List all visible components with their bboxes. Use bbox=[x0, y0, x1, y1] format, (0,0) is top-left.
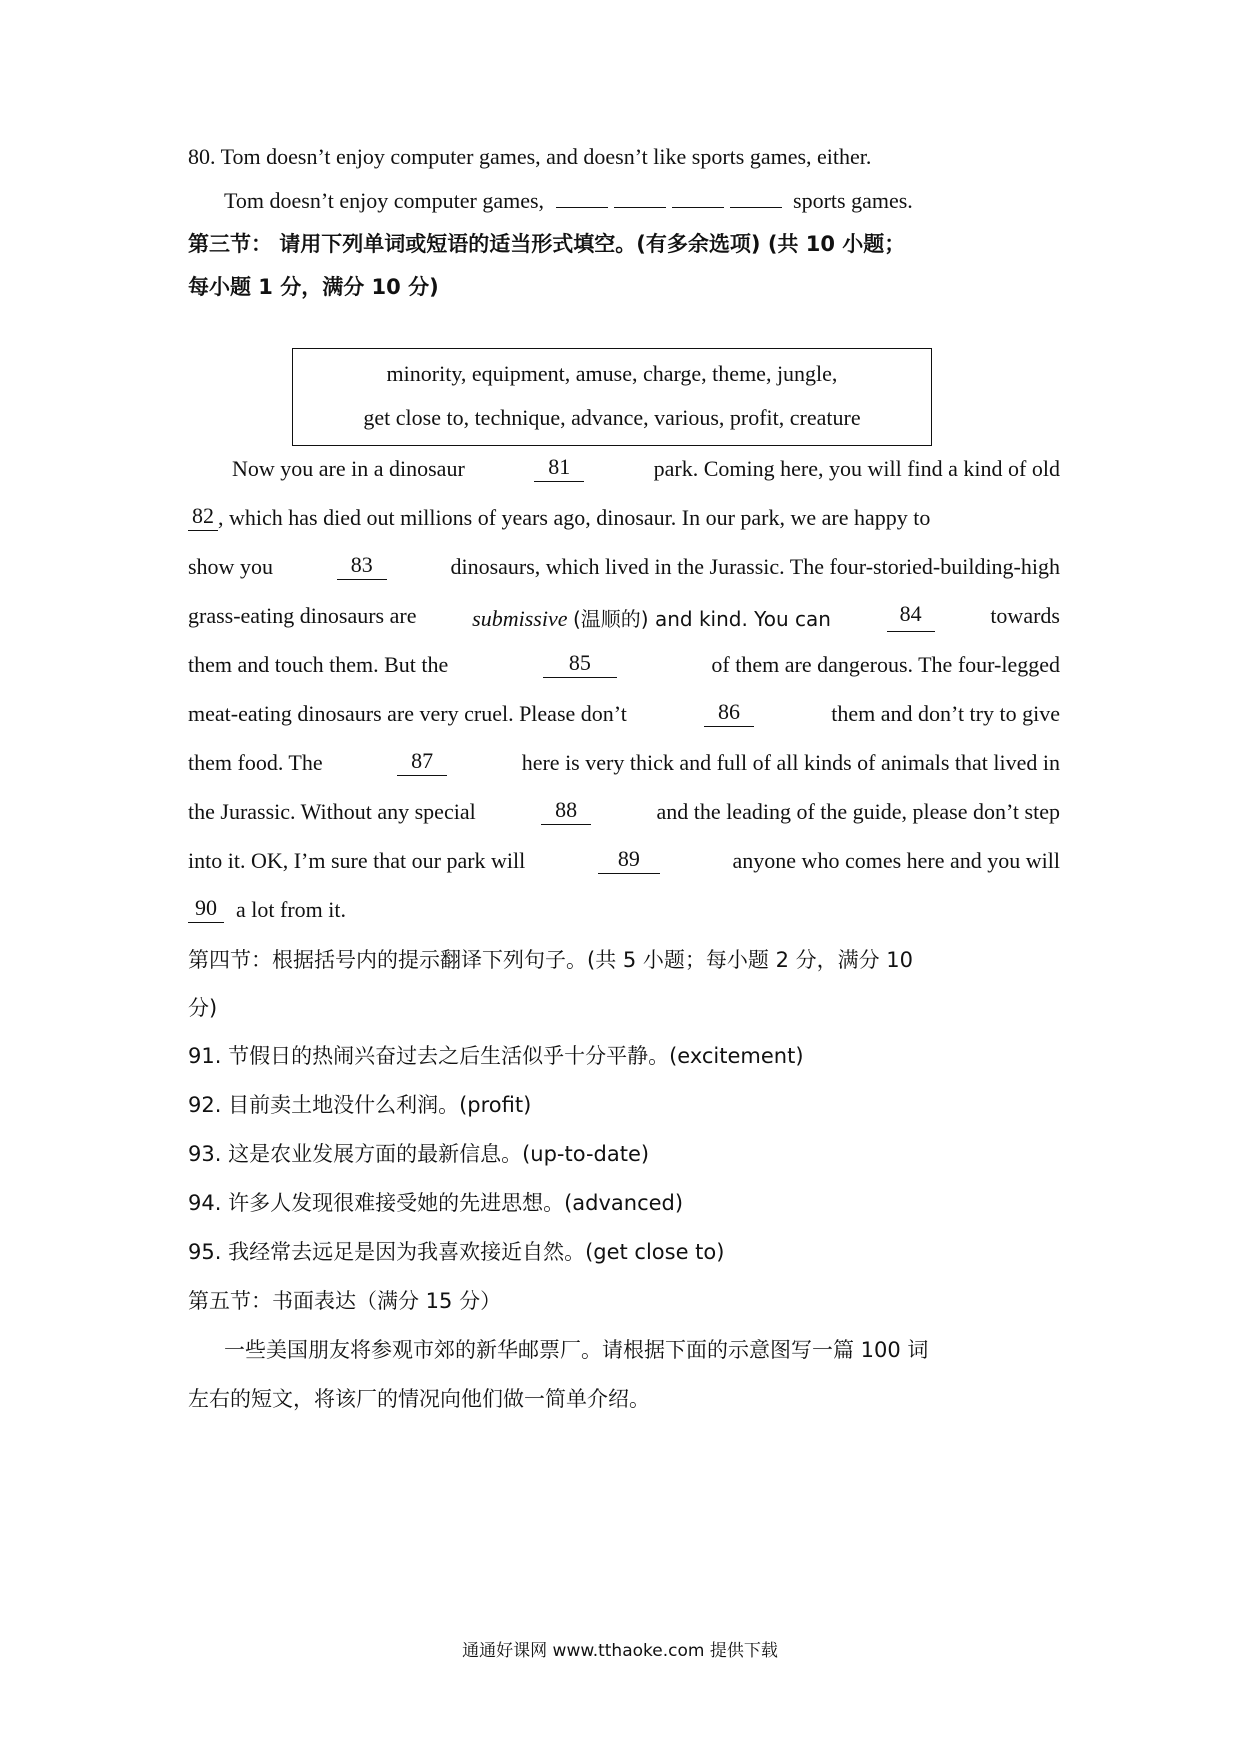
section5-heading: 第五节：书面表达（满分 15 分） bbox=[188, 1289, 502, 1313]
answer-blank[interactable] bbox=[672, 187, 724, 208]
passage-text: Now you are in a dinosaur bbox=[232, 456, 465, 481]
passage-text: the Jurassic. Without any special bbox=[188, 799, 476, 824]
passage-italic-word: submissive bbox=[472, 606, 568, 631]
blank-86[interactable]: 86 bbox=[704, 701, 754, 727]
section3-heading-line2: 每小题 1 分，满分 10 分) bbox=[188, 275, 439, 299]
passage-text: (温顺的) and kind. You can bbox=[573, 607, 831, 631]
section5-prompt-line2: 左右的短文，将该厂的情况向他们做一简单介绍。 bbox=[188, 1387, 650, 1411]
blank-87[interactable]: 87 bbox=[397, 750, 447, 776]
passage-text: them and touch them. But the bbox=[188, 652, 449, 677]
passage-text: dinosaurs, which lived in the Jurassic. The four-storied-building-high bbox=[450, 554, 1060, 579]
blank-81[interactable]: 81 bbox=[534, 456, 584, 482]
section4-heading-line1: 第四节：根据括号内的提示翻译下列句子。(共 5 小题；每小题 2 分，满分 10 bbox=[188, 948, 914, 972]
passage-text: park. Coming here, you will find a kind of old bbox=[653, 456, 1060, 481]
passage-line bbox=[188, 505, 1060, 531]
passage-text: , which has died out millions of years ago, dinosaur. In our park, we are happy to bbox=[218, 505, 931, 530]
passage-text: of them are dangerous. The four-legged bbox=[711, 652, 1060, 677]
passage-line bbox=[188, 848, 1060, 874]
q80-blanks[interactable] bbox=[556, 188, 788, 213]
passage-line bbox=[188, 750, 1060, 776]
passage-line bbox=[188, 799, 1060, 825]
word-bank-line1: minority, equipment, amuse, charge, theme, jungle, bbox=[386, 361, 838, 386]
section5-prompt-line1: 一些美国朋友将参观市郊的新华邮票厂。请根据下面的示意图写一篇 100 词 bbox=[224, 1338, 929, 1362]
q80-rewrite-prefix: Tom doesn’t enjoy computer games, bbox=[224, 188, 545, 213]
passage-text: them and don’t try to give bbox=[831, 701, 1060, 726]
passage-line bbox=[188, 897, 1060, 923]
passage-text: show you bbox=[188, 554, 273, 579]
passage-text: towards bbox=[990, 603, 1060, 628]
blank-83[interactable]: 83 bbox=[337, 554, 387, 580]
passage-line bbox=[188, 554, 1060, 580]
translation-item-94: 94. 许多人发现很难接受她的先进思想。(advanced) bbox=[188, 1191, 684, 1215]
passage-text: into it. OK, I’m sure that our park will bbox=[188, 848, 526, 873]
answer-blank[interactable] bbox=[614, 187, 666, 208]
blank-82[interactable]: 82 bbox=[188, 505, 218, 531]
q80-sentence: 80. Tom doesn’t enjoy computer games, and doesn’t like sports games, either. bbox=[188, 144, 872, 169]
section3-heading-line1: 第三节： 请用下列单词或短语的适当形式填空。(有多余选项) (共 10 小题； bbox=[188, 232, 906, 256]
passage-text: here is very thick and full of all kinds of animals that lived in bbox=[521, 750, 1060, 775]
word-bank-box bbox=[292, 348, 932, 446]
word-bank-line2: get close to, technique, advance, various, profit, creature bbox=[363, 405, 861, 430]
passage-text: anyone who comes here and you will bbox=[732, 848, 1060, 873]
passage-line bbox=[188, 652, 1060, 678]
section4-heading-line2: 分) bbox=[188, 996, 218, 1020]
q80-rewrite-suffix: sports games. bbox=[793, 188, 913, 213]
passage-line bbox=[188, 701, 1060, 727]
passage-line bbox=[188, 456, 1060, 482]
translation-item-92: 92. 目前卖土地没什么利润。(profit) bbox=[188, 1093, 532, 1117]
passage-text: them food. The bbox=[188, 750, 323, 775]
translation-item-91: 91. 节假日的热闹兴奋过去之后生活似乎十分平静。(excitement) bbox=[188, 1044, 804, 1068]
passage-text: and the leading of the guide, please don’t step bbox=[656, 799, 1060, 824]
translation-item-93: 93. 这是农业发展方面的最新信息。(up-to-date) bbox=[188, 1142, 650, 1166]
blank-89[interactable]: 89 bbox=[598, 848, 660, 874]
passage-text: a lot from it. bbox=[236, 897, 346, 922]
q80-rewrite bbox=[188, 187, 1096, 215]
blank-84[interactable]: 84 bbox=[887, 603, 935, 632]
blank-88[interactable]: 88 bbox=[541, 799, 591, 825]
answer-blank[interactable] bbox=[730, 187, 782, 208]
passage-text: meat-eating dinosaurs are very cruel. Please don’t bbox=[188, 701, 627, 726]
passage-line bbox=[188, 603, 1060, 632]
footer-source: 通通好课网 www.tthaoke.com 提供下载 bbox=[462, 1641, 778, 1661]
translation-item-95: 95. 我经常去远足是因为我喜欢接近自然。(get close to) bbox=[188, 1240, 725, 1264]
passage-text: grass-eating dinosaurs are bbox=[188, 603, 417, 628]
blank-90[interactable]: 90 bbox=[188, 897, 224, 923]
blank-85[interactable]: 85 bbox=[543, 652, 617, 678]
answer-blank[interactable] bbox=[556, 187, 608, 208]
